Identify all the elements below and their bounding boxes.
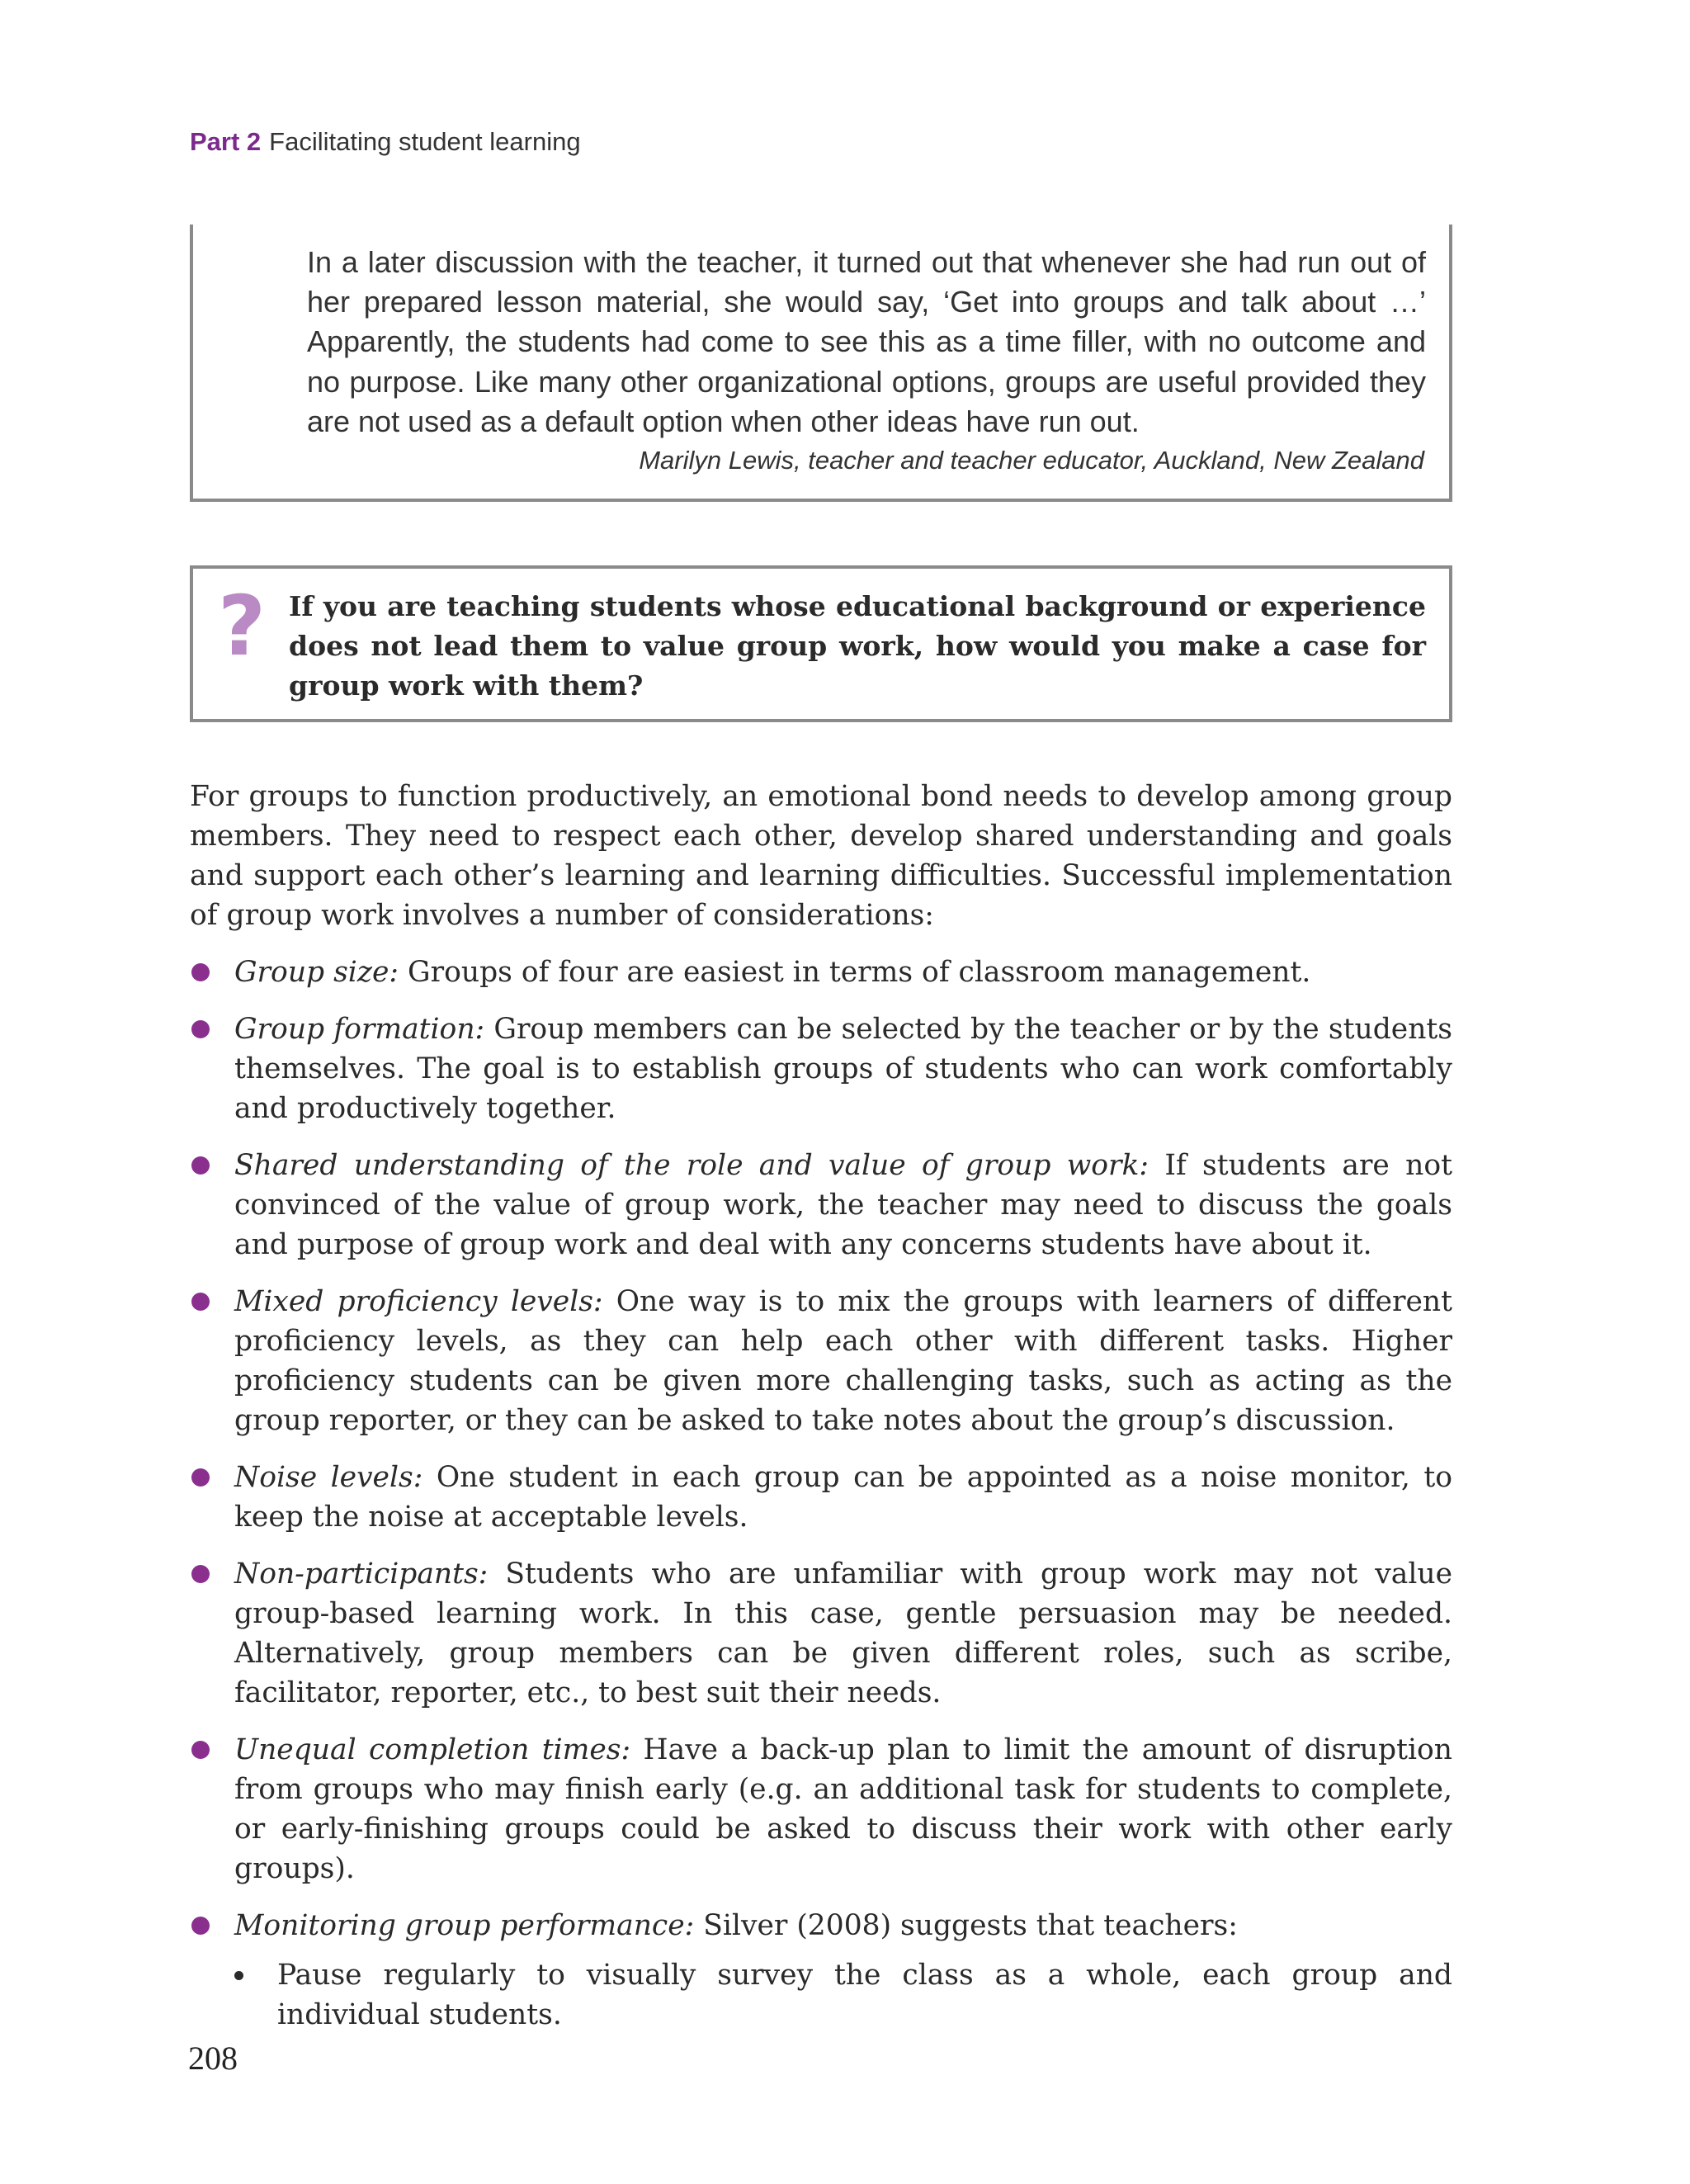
running-header [190, 127, 581, 157]
list-item-text: One student in each group can be appointed as a noise monitor, to keep the noise at acceptable levels. [234, 1461, 1452, 1534]
list-item-term: Shared understanding of the role and value of group work: [234, 1149, 1149, 1182]
list-item-term: Mixed proficiency levels: [234, 1285, 603, 1318]
list-item-term: Unequal completion times: [234, 1733, 631, 1766]
list-item-term: Group size: [234, 956, 399, 989]
list-item-text: Groups of four are easiest in terms of classroom management. [399, 956, 1311, 989]
list-item [190, 1146, 1452, 1265]
bullet-dot-icon [191, 1565, 210, 1583]
question-mark-icon: ? [218, 578, 267, 674]
list-item [190, 1906, 1452, 1945]
bullet-dot-icon [191, 1917, 210, 1935]
quote-box [190, 225, 1452, 502]
list-item [190, 1730, 1452, 1889]
list-item-text: Have a back-up plan to limit the amount of disruption from groups who may finish early (e.g. an additional task for students to complete, or early-finishing groups could be asked to discuss their work with other early groups). [234, 1733, 1452, 1885]
bullet-dot-icon [191, 1468, 210, 1487]
bullet-dot-icon [191, 963, 210, 981]
bullet-dot-icon [191, 1156, 210, 1175]
sub-list-item-text: Pause regularly to visually survey the class as a whole, each group and individual students. [277, 1959, 1452, 2031]
section-title: Facilitating student learning [269, 127, 581, 156]
intro-paragraph: For groups to function productively, an emotional bond needs to develop among group members. They need to respect each other, develop shared understanding and goals and support each other’s learning and learning difficulties. Successful implementation of group work involves a number of considerations: [190, 780, 1452, 932]
bullet-dot-icon [191, 1293, 210, 1311]
list-item [190, 1458, 1452, 1537]
list-item-text: If students are not convinced of the value of group work, the teacher may need to discuss the goals and purpose of group work and deal with any concerns students have about it. [234, 1149, 1452, 1261]
part-label: Part 2 [190, 127, 262, 156]
list-item-term: Non-participants: [234, 1558, 489, 1591]
list-item-term: Monitoring group performance: [234, 1909, 695, 1942]
list-item [190, 1554, 1452, 1713]
page-number: 208 [188, 2040, 238, 2077]
sub-list-item [233, 1955, 1452, 2035]
list-item-term: Noise levels: [234, 1461, 423, 1494]
list-item-text: Silver (2008) suggests that teachers: [694, 1909, 1238, 1942]
list-item [190, 1282, 1452, 1440]
reflection-question-text: If you are teaching students whose educational background or experience does not lead them to value group work, how would you make a case for group work with them? [289, 590, 1426, 702]
list-item-term: Group formation: [234, 1013, 485, 1046]
reflection-question-box [190, 565, 1452, 722]
bullet-dot-icon [191, 1741, 210, 1759]
considerations-list [190, 953, 1452, 2035]
sub-bullet-dot-icon [234, 1971, 243, 1980]
list-item-text: Students who are unfamiliar with group work may not value group-based learning work. In this case, gentle persuasion may be needed. Alternatively, group members can be given different roles, such as scribe, facilitator, reporter, etc., to best suit their needs. [234, 1558, 1452, 1709]
list-item [190, 953, 1452, 992]
bullet-dot-icon [191, 1020, 210, 1038]
quote-attribution: Marilyn Lewis, teacher and teacher educator, Auckland, New Zealand [639, 446, 1424, 475]
quote-text: In a later discussion with the teacher, it turned out that whenever she had run out of her prepared lesson material, she would say, ‘Get into groups and talk about …’ Apparently, the students had come to see this as a time filler, with no outcome and no purpose. Like many other organizational options, groups are useful provided they are not used as a default option when other ideas have run out. [307, 245, 1426, 438]
list-item-text: One way is to mix the groups with learners of different proficiency levels, as they can help each other with different tasks. Higher proficiency students can be given more challenging tasks, such as acting as the group reporter, or they can be asked to take notes about the group’s discussion. [234, 1285, 1452, 1437]
list-item [190, 1009, 1452, 1128]
list-item-text: Group members can be selected by the teacher or by the students themselves. The goal is to establish groups of students who can work comfortably and productively together. [234, 1013, 1453, 1125]
